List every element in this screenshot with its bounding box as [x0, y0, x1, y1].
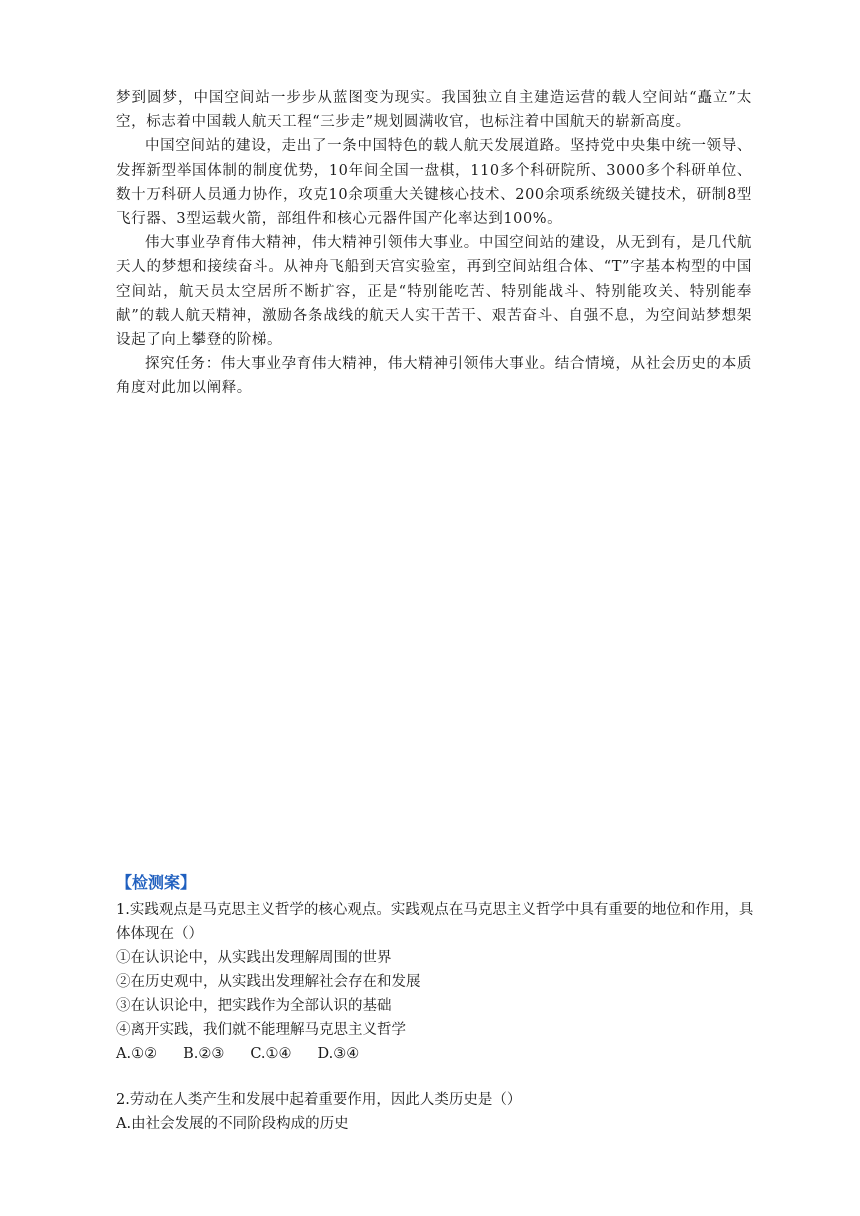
question-2-option-a: A.由社会发展的不同阶段构成的历史: [116, 1116, 349, 1132]
material-paragraph-2: 中国空间站的建设，走出了一条中国特色的载人航天发展道路。坚持党中央集中统一领导、发挥新型举国体制的制度优势，10年间全国一盘棋，110多个科研院所、3000多个科研单位、数十万科研人员通力协作，攻克10余项重大关键核心技术、200余项系统级关键技术，研制8型飞行器、3型运载火箭，部组件和核心元器件国产化率达到100%。: [116, 138, 752, 228]
test-section: [116, 870, 766, 1136]
question-1-item-3: ③在认识论中，把实践作为全部认识的基础: [116, 998, 392, 1014]
reading-material: [116, 86, 752, 401]
question-1-options: [116, 1042, 766, 1066]
option-b: B.②③: [183, 1046, 225, 1062]
question-1-item-2: ②在历史观中，从实践出发理解社会存在和发展: [116, 974, 421, 990]
question-1-stem: 1.实践观点是马克思主义哲学的核心观点。实践观点在马克思主义哲学中具有重要的地位和作用，具体体现在（）: [116, 902, 754, 942]
option-d: D.③④: [317, 1046, 360, 1062]
option-c: C.①④: [250, 1046, 292, 1062]
question-1-item-1: ①在认识论中，从实践出发理解周围的世界: [116, 950, 392, 966]
question-1-item-4: ④离开实践，我们就不能理解马克思主义哲学: [116, 1022, 406, 1038]
material-paragraph-3: 伟大事业孕育伟大精神，伟大精神引领伟大事业。中国空间站的建设，从无到有，是几代航天人的梦想和接续奋斗。从神舟飞船到天宫实验室，再到空间站组合体、“T”字基本构型的中国空间站，航天员太空居所不断扩容，正是“特别能吃苦、特别能战斗、特别能攻关、特别能奉献”的载人航天精神，激励各条战线的航天人实干苦干、艰苦奋斗、自强不息，为空间站梦想架设起了向上攀登的阶梯。: [116, 235, 752, 349]
question-2-stem: 2.劳动在人类产生和发展中起着重要作用，因此人类历史是（）: [116, 1092, 522, 1108]
option-a: A.①②: [116, 1046, 158, 1062]
section-heading: 【检测案】: [116, 873, 197, 892]
exploration-task: 探究任务：伟大事业孕育伟大精神，伟大精神引领伟大事业。结合情境，从社会历史的本质角度对此加以阐释。: [116, 356, 752, 397]
material-paragraph-1: 梦到圆梦，中国空间站一步步从蓝图变为现实。我国独立自主建造运营的载人空间站“矗立”太空，标志着中国载人航天工程“三步走”规划圆满收官，也标注着中国航天的崭新高度。: [116, 90, 752, 131]
